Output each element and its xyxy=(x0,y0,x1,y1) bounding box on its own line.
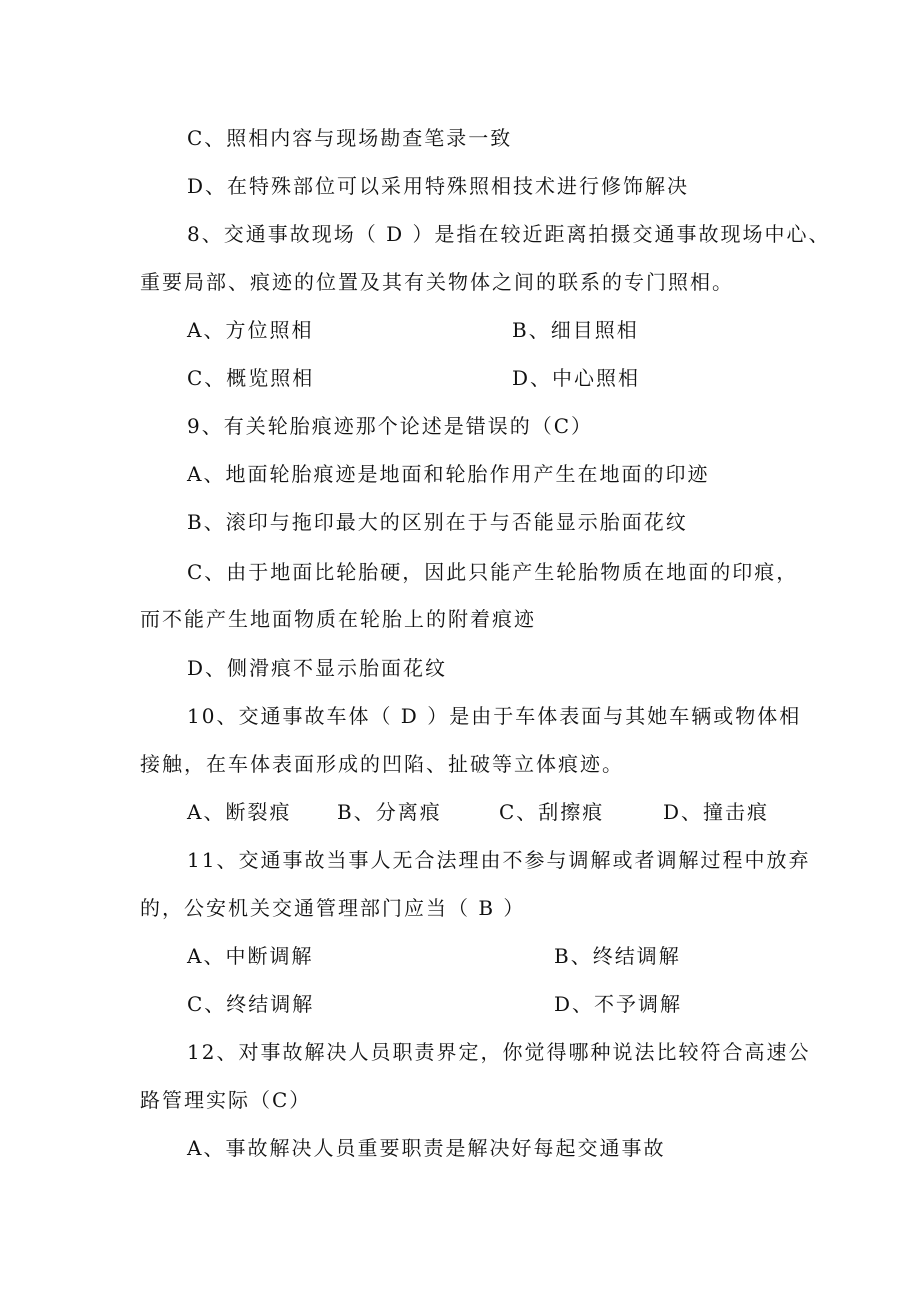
question-11-line-2: 的，公安机关交通管理部门应当（ B ） xyxy=(140,896,526,920)
question-11-option-c: C、终结调解 xyxy=(187,992,315,1016)
question-10-option-c: C、刮擦痕 xyxy=(499,800,605,824)
question-8-line-2: 重要局部、痕迹的位置及其有关物体之间的联系的专门照相。 xyxy=(140,270,734,294)
question-9-line-1: 9、有关轮胎痕迹那个论述是错误的（C） xyxy=(187,414,594,438)
question-8-option-d: D、中心照相 xyxy=(512,366,641,390)
question-12-option-a: A、事故解决人员重要职责是解决好每起交通事故 xyxy=(187,1136,666,1160)
option-c-photo-content: C、照相内容与现场勘查笔录一致 xyxy=(187,126,513,150)
question-12-line-2: 路管理实际（C） xyxy=(140,1088,312,1112)
question-10-option-a: A、断裂痕 xyxy=(187,800,292,824)
question-9-option-c-line-1: C、由于地面比轮胎硬，因此只能产生轮胎物质在地面的印痕， xyxy=(187,560,799,584)
question-8-line-1: 8、交通事故现场（ D ）是指在较近距离拍摄交通事故现场中心、 xyxy=(187,222,831,246)
question-11-option-d: D、不予调解 xyxy=(554,992,683,1016)
option-d-special-photo: D、在特殊部位可以采用特殊照相技术进行修饰解决 xyxy=(187,174,690,198)
question-8-option-a: A、方位照相 xyxy=(187,318,314,342)
question-11-option-a: A、中断调解 xyxy=(187,944,314,968)
question-10-option-d: D、撞击痕 xyxy=(663,800,770,824)
question-8-option-c: C、概览照相 xyxy=(187,366,315,390)
question-9-option-b: B、滚印与拖印最大的区别在于与否能显示胎面花纹 xyxy=(187,510,688,534)
question-12-line-1: 12、对事故解决人员职责界定，你觉得哪种说法比较符合高速公 xyxy=(187,1040,811,1064)
question-9-option-d: D、侧滑痕不显示胎面花纹 xyxy=(187,656,448,680)
question-10-line-1: 10、交通事故车体（ D ）是由于车体表面与其她车辆或物体相 xyxy=(187,704,802,728)
question-11-option-b: B、终结调解 xyxy=(554,944,681,968)
question-8-option-b: B、细目照相 xyxy=(512,318,639,342)
question-11-line-1: 11、交通事故当事人无合法理由不参与调解或者调解过程中放弃 xyxy=(187,848,811,872)
question-9-option-c-line-2: 而不能产生地面物质在轮胎上的附着痕迹 xyxy=(140,607,536,631)
question-10-option-b: B、分离痕 xyxy=(337,800,442,824)
question-9-option-a: A、地面轮胎痕迹是地面和轮胎作用产生在地面的印迹 xyxy=(187,462,710,486)
question-10-line-2: 接触，在车体表面形成的凹陷、扯破等立体痕迹。 xyxy=(140,752,624,776)
